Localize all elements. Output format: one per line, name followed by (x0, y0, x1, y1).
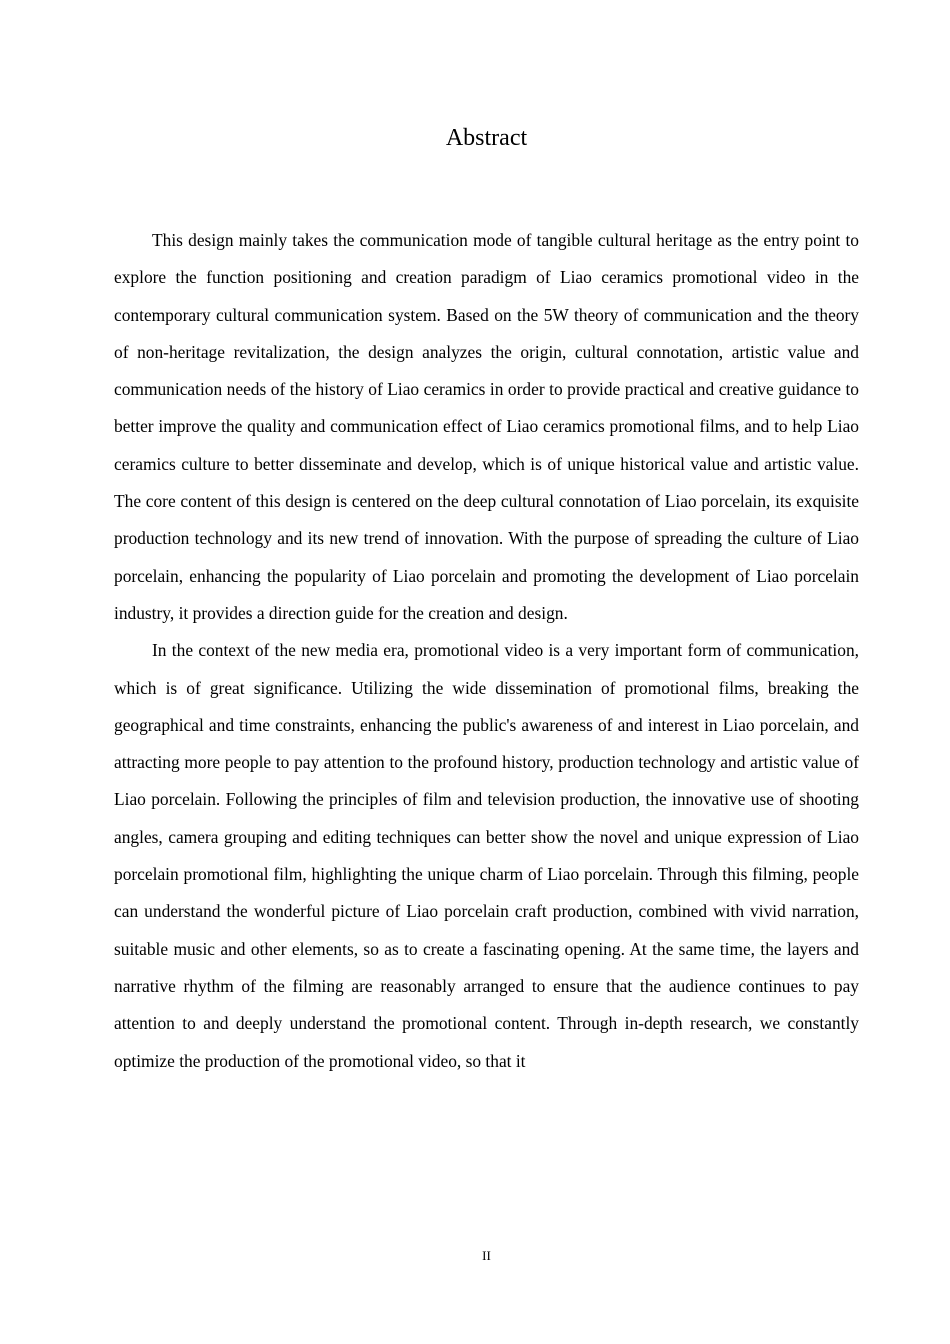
abstract-paragraph-2: In the context of the new media era, promotional video is a very important form of communication, which is of great significance. Utilizing the wide dissemination of promotional films, breaking the geographical and time constraints, enhancing the public's awareness of and interest in Liao porcelain, and attracting more people to pay attention to the profound history, production technology and artistic value of Liao porcelain. Following the principles of film and television production, the innovative use of shooting angles, camera grouping and editing techniques can better show the novel and unique expression of Liao porcelain promotional film, highlighting the unique charm of Liao porcelain. Through this filming, people can understand the wonderful picture of Liao porcelain craft production, combined with vivid narration, suitable music and other elements, so as to create a fascinating opening. At the same time, the layers and narrative rhythm of the filming are reasonably arranged to ensure that the audience continues to pay attention to and deeply understand the promotional content. Through in-depth research, we constantly optimize the production of the promotional video, so that it (114, 640, 859, 1071)
abstract-paragraph-1: This design mainly takes the communication mode of tangible cultural heritage as the entry point to explore the function positioning and creation paradigm of Liao ceramics promotional video in the contemporary cultural communication system. Based on the 5W theory of communication and the theory of non-heritage revitalization, the design analyzes the origin, cultural connotation, artistic value and communication needs of the history of Liao ceramics in order to provide practical and creative guidance to better improve the quality and communication effect of Liao ceramics promotional films, and to help Liao ceramics culture to better disseminate and develop, which is of unique historical value and artistic value. The core content of this design is centered on the deep cultural connotation of Liao porcelain, its exquisite production technology and its new trend of innovation. With the purpose of spreading the culture of Liao porcelain, enhancing the popularity of Liao porcelain and promoting the development of Liao porcelain industry, it provides a direction guide for the creation and design. (114, 230, 859, 623)
page-number: II (482, 1248, 491, 1263)
page-title: Abstract (445, 125, 528, 151)
abstract-body (114, 222, 859, 1080)
